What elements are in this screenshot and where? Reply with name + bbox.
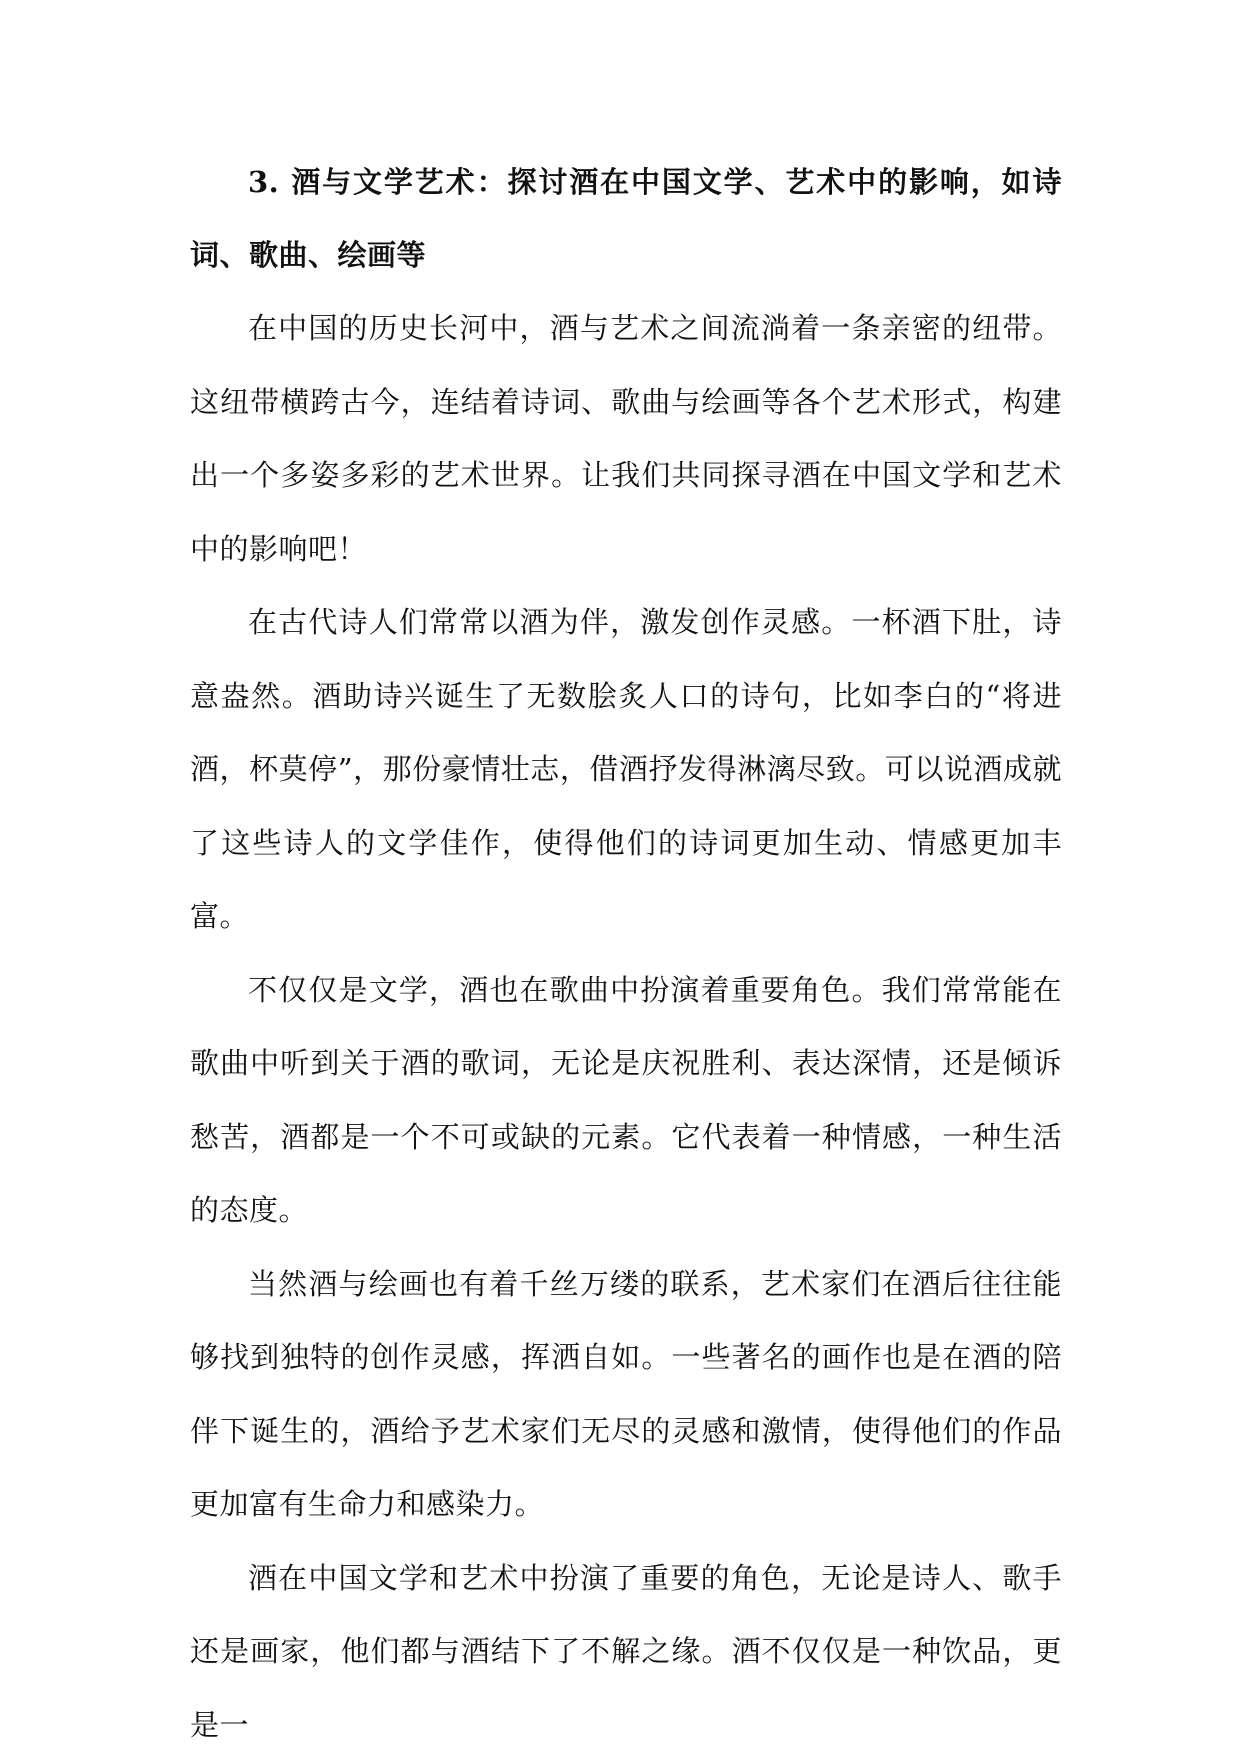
paragraph-conclusion: 酒在中国文学和艺术中扮演了重要的角色，无论是诗人、歌手还是画家，他们都与酒结下了不解之缘。酒不仅仅是一种饮品，更是一	[190, 1542, 1062, 1762]
paragraph-poetry: 在古代诗人们常常以酒为伴，激发创作灵感。一杯酒下肚，诗意盎然。酒助诗兴诞生了无数脍炙人口的诗句，比如李白的“将进酒，杯莫停”，那份豪情壮志，借酒抒发得淋漓尽致。可以说酒成就了这些诗人的文学佳作，使得他们的诗词更加生动、情感更加丰富。	[190, 586, 1062, 954]
paragraph-intro: 在中国的历史长河中，酒与艺术之间流淌着一条亲密的纽带。这纽带横跨古今，连结着诗词、歌曲与绘画等各个艺术形式，构建出一个多姿多彩的艺术世界。让我们共同探寻酒在中国文学和艺术中的影响吧！	[190, 292, 1062, 586]
paragraph-songs: 不仅仅是文学，酒也在歌曲中扮演着重要角色。我们常常能在歌曲中听到关于酒的歌词，无论是庆祝胜利、表达深情，还是倾诉愁苦，酒都是一个不可或缺的元素。它代表着一种情感，一种生活的态度。	[190, 954, 1062, 1248]
page-content	[190, 146, 1062, 1762]
section-heading: 3. 酒与文学艺术：探讨酒在中国文学、艺术中的影响，如诗词、歌曲、绘画等	[190, 146, 1062, 292]
paragraph-painting: 当然酒与绘画也有着千丝万缕的联系，艺术家们在酒后往往能够找到独特的创作灵感，挥洒自如。一些著名的画作也是在酒的陪伴下诞生的，酒给予艺术家们无尽的灵感和激情，使得他们的作品更加富有生命力和感染力。	[190, 1248, 1062, 1542]
